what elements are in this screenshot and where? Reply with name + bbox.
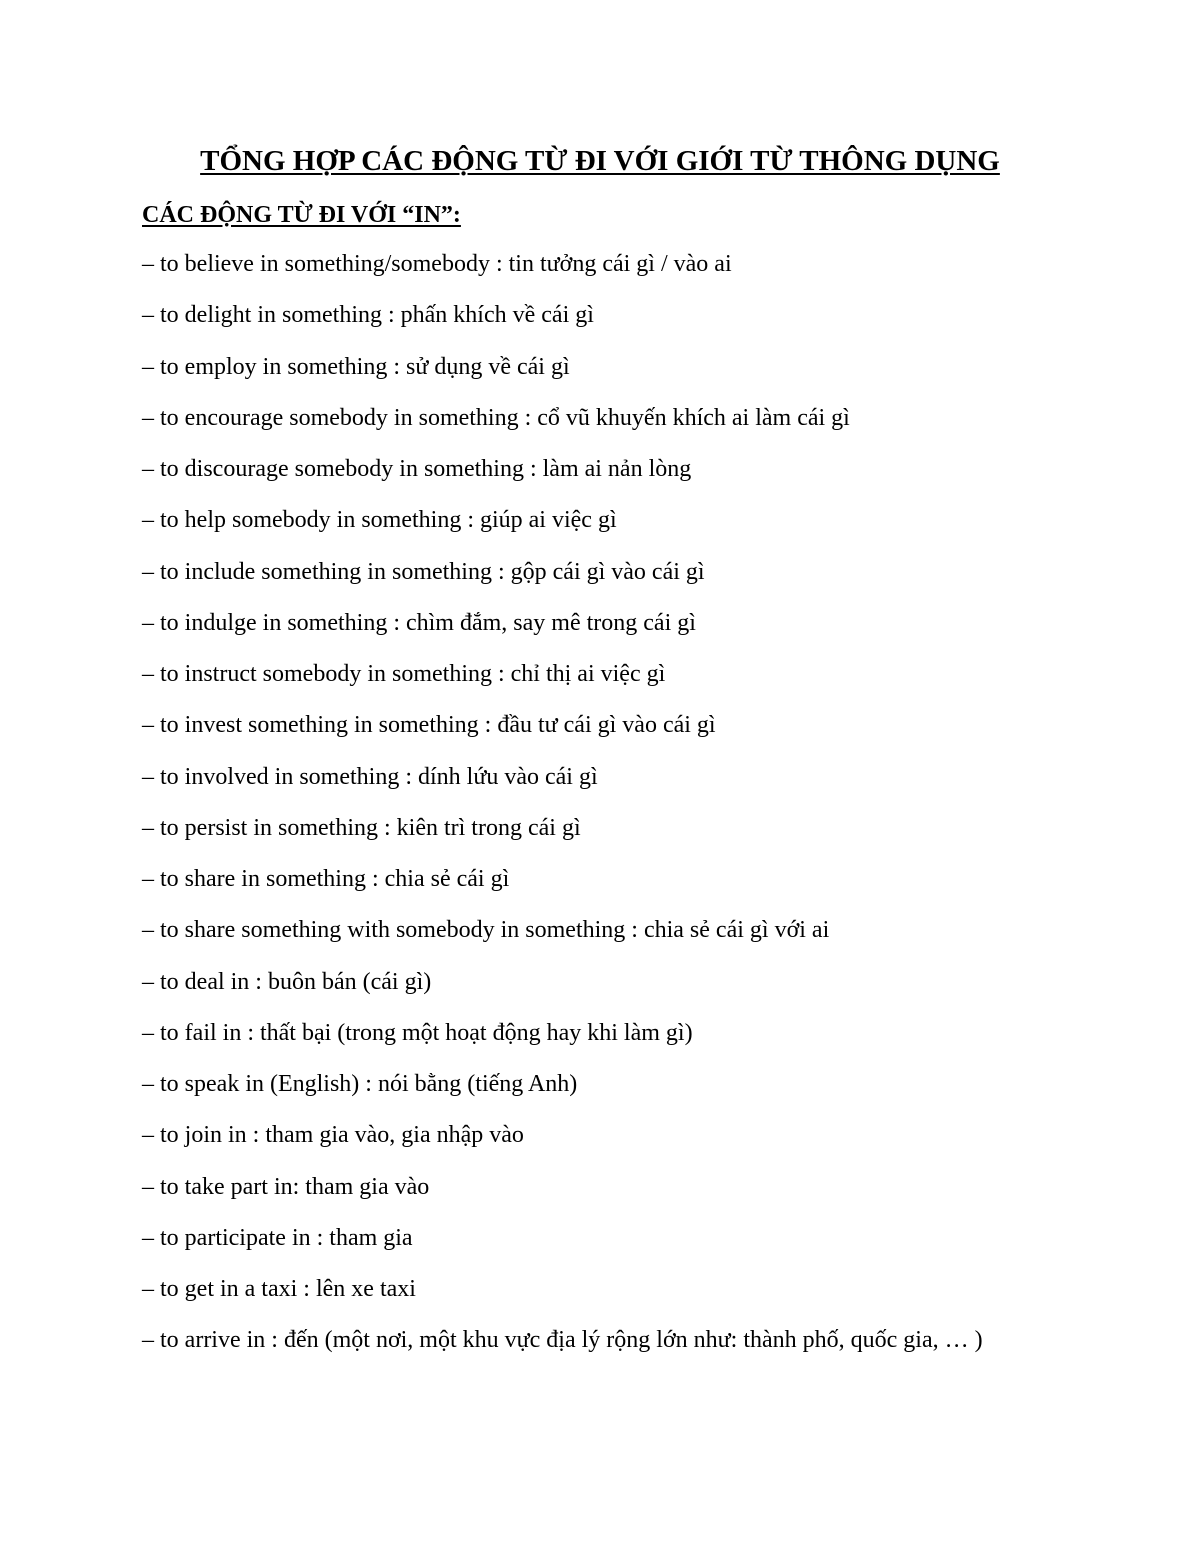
dash-bullet: – (142, 1122, 154, 1149)
dash-bullet: – (142, 1071, 154, 1097)
dash-bullet: – (142, 814, 154, 841)
list-item-text: to persist in something : kiên trì trong cái gì (160, 814, 581, 841)
list-item-text: to get in a taxi : lên xe taxi (160, 1276, 416, 1302)
list-item-text: to discourage somebody in something : làm ai nản lòng (160, 456, 692, 482)
list-item (142, 606, 1042, 640)
dash-bullet: – (142, 609, 154, 636)
list-item (142, 708, 1042, 742)
list-item-text: to indulge in something : chìm đắm, say mê trong cái gì (160, 609, 696, 636)
list-item (142, 1272, 1042, 1306)
list-item (142, 1170, 1042, 1204)
list-item-text: to include something in something : gộp cái gì vào cái gì (160, 558, 705, 585)
list-item-text: to involved in something : dính lứu vào cái gì (160, 763, 598, 790)
list-item (142, 1067, 1042, 1101)
dash-bullet: – (142, 302, 154, 329)
list-item-text: to join in : tham gia vào, gia nhập vào (160, 1122, 524, 1149)
dash-bullet: – (142, 507, 154, 534)
list-item-text: to instruct somebody in something : chỉ thị ai việc gì (160, 661, 666, 687)
list-item (142, 965, 1042, 999)
list-item-text: to share something with somebody in something : chia sẻ cái gì với ai (160, 917, 830, 944)
section-heading: CÁC ĐỘNG TỪ ĐI VỚI “IN”: (142, 202, 461, 228)
list-item (142, 1118, 1042, 1152)
list-item (142, 1016, 1042, 1050)
list-item (142, 760, 1042, 794)
list-item-text: to delight in something : phấn khích về cái gì (160, 302, 594, 329)
list-item (142, 913, 1042, 947)
list-item-text: to participate in : tham gia (160, 1224, 413, 1251)
dash-bullet: – (142, 558, 154, 585)
dash-bullet: – (142, 353, 154, 380)
list-item (142, 1221, 1042, 1255)
dash-bullet: – (142, 763, 154, 790)
list-item-text: to share in something : chia sẻ cái gì (160, 866, 510, 892)
list-item (142, 503, 1042, 537)
dash-bullet: – (142, 251, 154, 277)
list-item-text: to take part in: tham gia vào (160, 1173, 430, 1200)
list-item (142, 862, 1042, 896)
list-item (142, 1323, 1042, 1357)
list-item-text: to invest something in something : đầu tư cái gì vào cái gì (160, 712, 716, 739)
dash-bullet: – (142, 866, 154, 892)
dash-bullet: – (142, 404, 154, 431)
list-item-text: to believe in something/somebody : tin tưởng cái gì / vào ai (160, 251, 732, 277)
page-title: TỔNG HỢP CÁC ĐỘNG TỪ ĐI VỚI GIỚI TỪ THÔNG DỤNG (200, 145, 1000, 177)
dash-bullet: – (142, 1019, 154, 1046)
list-item-text: to encourage somebody in something : cổ vũ khuyến khích ai làm cái gì (160, 404, 850, 431)
dash-bullet: – (142, 661, 154, 687)
list-item (142, 247, 1042, 281)
dash-bullet: – (142, 456, 154, 482)
list-item (142, 657, 1042, 691)
list-item-text: to speak in (English) : nói bằng (tiếng Anh) (160, 1071, 578, 1097)
list-item (142, 555, 1042, 589)
list-item-text: to employ in something : sử dụng về cái gì (160, 353, 570, 380)
dash-bullet: – (142, 1276, 154, 1302)
list-item (142, 401, 1042, 435)
dash-bullet: – (142, 1327, 154, 1354)
dash-bullet: – (142, 968, 154, 995)
verb-preposition-list (142, 247, 1042, 1375)
list-item-text: to arrive in : đến (một nơi, một khu vực địa lý rộng lớn như: thành phố, quốc gia, … ) (160, 1327, 983, 1354)
list-item (142, 452, 1042, 486)
list-item (142, 350, 1042, 384)
list-item (142, 811, 1042, 845)
list-item-text: to fail in : thất bại (trong một hoạt động hay khi làm gì) (160, 1019, 693, 1046)
list-item-text: to help somebody in something : giúp ai việc gì (160, 507, 617, 534)
list-item-text: to deal in : buôn bán (cái gì) (160, 968, 432, 995)
dash-bullet: – (142, 917, 154, 944)
dash-bullet: – (142, 1224, 154, 1251)
dash-bullet: – (142, 712, 154, 739)
list-item (142, 298, 1042, 332)
dash-bullet: – (142, 1173, 154, 1200)
